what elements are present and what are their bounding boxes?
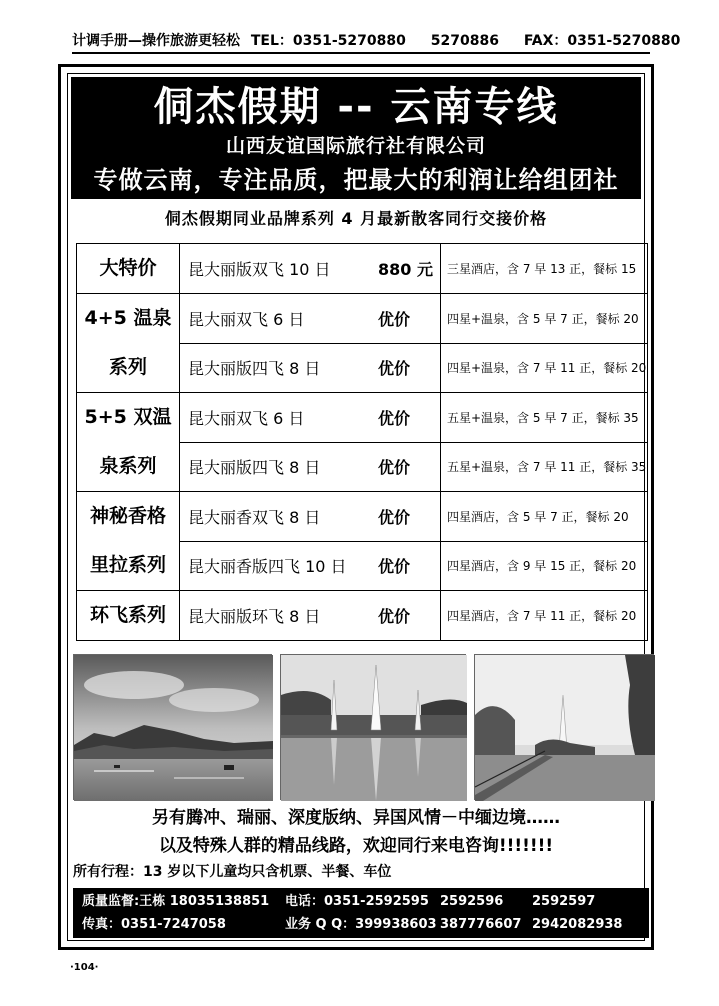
quality-supervisor: 质量监督:王栋 18035138851 [82, 894, 270, 909]
route-name: 昆大丽香双飞 8 日 [188, 507, 321, 527]
photo-three-pagodas [280, 654, 466, 800]
category-cell [77, 244, 180, 294]
route-cell [180, 244, 441, 294]
table-row [77, 393, 648, 443]
category-label: 泉系列 [99, 455, 157, 477]
top-tel: TEL：0351-5270880 [250, 33, 406, 49]
top-slogan: 计调手册—操作旅游更轻松 [72, 33, 240, 49]
route-cell [180, 343, 441, 393]
lake-mountains-image [74, 655, 273, 801]
category-label: 神秘香格 [89, 505, 166, 527]
route-price: 优价 [378, 458, 411, 478]
detail-cell: 五星+温泉，含 5 早 7 正，餐标 35 [441, 393, 648, 443]
price-table [76, 243, 648, 641]
top-tel2: 5270886 [430, 33, 499, 49]
category-label: 环飞系列 [89, 604, 166, 626]
route-price: 优价 [378, 359, 411, 379]
route-cell [180, 294, 441, 344]
route-name: 昆大丽双飞 6 日 [188, 309, 305, 329]
route-name: 昆大丽版环飞 8 日 [188, 607, 321, 626]
phone-number-2: 2592596 [440, 894, 504, 909]
pagodas-image [281, 655, 467, 801]
more-routes-line-1: 另有腾冲、瑞丽、深度版纳、异国风情－中缅边境…… [152, 808, 560, 828]
company-name: 山西友谊国际旅行社有限公司 [225, 135, 486, 157]
business-qq-2: 387776607 [440, 917, 522, 932]
detail-cell: 四星+温泉，含 5 早 7 正，餐标 20 [441, 294, 648, 344]
table-row [77, 492, 648, 542]
route-cell [180, 492, 441, 542]
route-price: 优价 [378, 309, 411, 329]
category-label: 系列 [108, 356, 147, 378]
route-name: 昆大丽双飞 6 日 [188, 408, 305, 428]
header-banner [71, 77, 641, 199]
route-name: 昆大丽版四飞 8 日 [188, 359, 321, 379]
price-subtitle: 侗杰假期同业品牌系列 4 月最新散客同行交接价格 [164, 209, 548, 228]
route-price: 优价 [378, 507, 411, 527]
route-price: 880 元 [378, 260, 433, 279]
pier-image [475, 655, 655, 801]
category-cell [77, 492, 180, 591]
category-label: 5+5 双温 [84, 406, 172, 428]
business-qq-3: 2942082938 [532, 917, 623, 932]
top-bar [72, 30, 681, 54]
category-cell [77, 393, 180, 492]
photo-lake-mountains [73, 654, 272, 800]
category-label: 大特价 [99, 257, 157, 279]
route-price: 优价 [378, 408, 411, 428]
category-label: 里拉系列 [89, 554, 166, 576]
detail-cell: 四星酒店，含 9 早 15 正，餐标 20 [441, 541, 648, 591]
fax-number: 传真：0351-7247058 [82, 917, 226, 932]
table-row [77, 244, 648, 294]
route-name: 昆大丽版四飞 8 日 [188, 458, 321, 478]
route-name: 昆大丽版双飞 10 日 [188, 260, 331, 279]
business-qq: 业务 Q Q：399938603 [285, 917, 437, 932]
route-cell [180, 442, 441, 492]
page-title: 侗杰假期 -- 云南专线 [153, 84, 559, 130]
detail-cell: 三星酒店，含 7 早 13 正，餐标 15 [441, 244, 648, 294]
contact-bar [73, 888, 649, 938]
phone-number: 电话：0351-2592595 [285, 894, 429, 909]
table-row [77, 294, 648, 344]
category-label: 4+5 温泉 [84, 307, 172, 329]
table-row [77, 591, 648, 641]
route-price: 优价 [378, 557, 411, 577]
route-name: 昆大丽香版四飞 10 日 [188, 557, 347, 577]
phone-number-3: 2592597 [532, 894, 596, 909]
detail-cell: 四星酒店，含 5 早 7 正，餐标 20 [441, 492, 648, 542]
photo-white-pagoda-pier [474, 654, 654, 800]
more-routes-line-2: 以及特殊人群的精品线路，欢迎同行来电咨询!!!!!!! [158, 836, 554, 856]
header-slogan: 专做云南，专注品质，把最大的利润让给组团社 [93, 166, 619, 194]
page-number: ·104· [70, 962, 99, 973]
detail-cell: 五星+温泉，含 7 早 11 正，餐标 35 [441, 442, 648, 492]
route-cell [180, 541, 441, 591]
category-cell [77, 294, 180, 393]
detail-cell: 四星酒店，含 7 早 11 正，餐标 20 [441, 591, 648, 641]
route-cell [180, 591, 441, 641]
top-fax: FAX：0351-5270880 [523, 33, 681, 49]
route-price: 优价 [378, 607, 411, 626]
category-cell [77, 591, 180, 641]
route-cell [180, 393, 441, 443]
detail-cell: 四星+温泉，含 7 早 11 正，餐标 20 [441, 343, 648, 393]
itinerary-note: 所有行程：13 岁以下儿童均只含机票、半餐、车位 [73, 864, 392, 880]
